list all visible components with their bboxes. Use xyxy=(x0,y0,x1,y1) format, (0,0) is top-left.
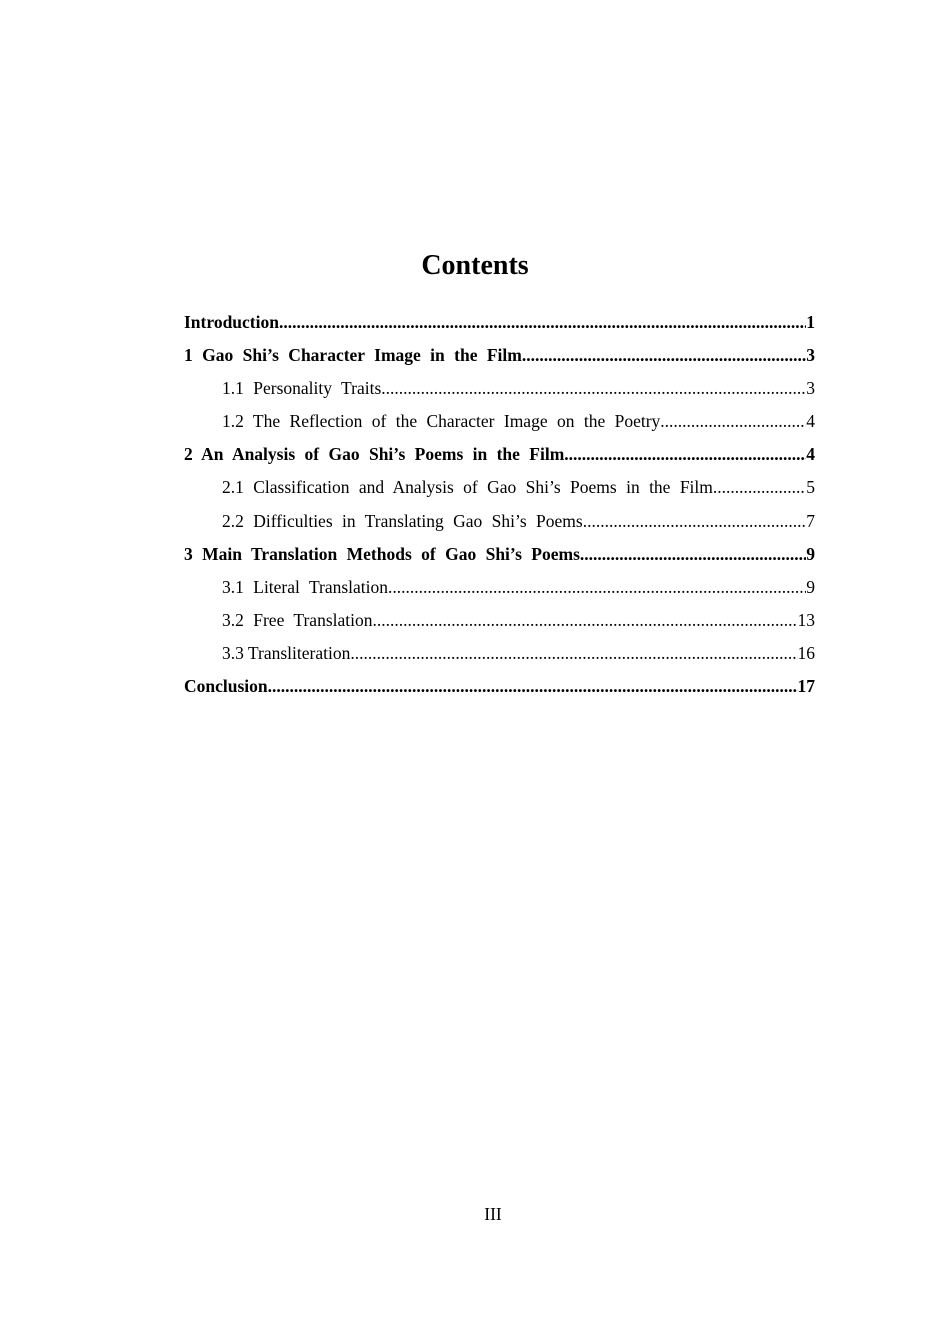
toc-entry-label: 1.2 The Reflection of the Character Image on the Poetry xyxy=(222,411,661,432)
toc-entry-chapter-2[interactable] xyxy=(184,438,815,471)
toc-entry-page: 1 xyxy=(806,312,815,332)
toc-entry-chapter-1[interactable] xyxy=(184,339,815,372)
toc-entry-label: Conclusion xyxy=(184,676,268,697)
toc-entry-page: 9 xyxy=(806,543,815,564)
page-number: III xyxy=(484,1204,502,1224)
dot-leader xyxy=(583,505,807,538)
dot-leader xyxy=(388,571,806,604)
dot-leader xyxy=(522,339,806,372)
toc-entry-label: 1 Gao Shi’s Character Image in the Film xyxy=(184,345,522,366)
page-title: Contents xyxy=(421,249,529,281)
toc-entry-label: 2 An Analysis of Gao Shi’s Poems in the Film xyxy=(184,444,565,465)
dot-leader xyxy=(713,471,806,504)
toc-entry-label: 3.1 Literal Translation xyxy=(222,576,389,597)
table-of-contents xyxy=(184,306,815,703)
dot-leader xyxy=(268,670,798,703)
toc-entry-label: 2.1 Classification and Analysis of Gao Shi’s Poems in the Film xyxy=(222,477,713,498)
dot-leader xyxy=(564,438,806,471)
toc-entry-section-3-2[interactable] xyxy=(184,604,815,637)
toc-entry-section-2-2[interactable] xyxy=(184,505,815,538)
dot-leader xyxy=(350,637,797,670)
toc-entry-label: 3 Main Translation Methods of Gao Shi’s Poems xyxy=(184,543,580,564)
toc-entry-introduction[interactable] xyxy=(184,306,815,339)
toc-entry-page: 9 xyxy=(806,576,815,597)
toc-entry-page: 4 xyxy=(806,444,815,465)
toc-entry-conclusion[interactable] xyxy=(184,670,815,703)
toc-entry-label: 2.2 Difficulties in Translating Gao Shi’s Poems xyxy=(222,510,583,531)
dot-leader xyxy=(279,306,806,339)
toc-entry-label: 1.1 Personality Traits xyxy=(222,378,382,399)
toc-entry-label: 3.2 Free Translation xyxy=(222,609,373,630)
toc-entry-label: Introduction xyxy=(184,312,279,332)
toc-entry-section-2-1[interactable] xyxy=(184,471,815,504)
toc-entry-page: 7 xyxy=(806,510,815,531)
toc-entry-page: 3 xyxy=(806,378,815,399)
toc-entry-page: 13 xyxy=(797,609,815,630)
toc-entry-page: 4 xyxy=(806,411,815,432)
dot-leader xyxy=(373,604,798,637)
dot-leader xyxy=(580,538,806,571)
toc-entry-page: 3 xyxy=(806,345,815,366)
toc-entry-page: 16 xyxy=(797,642,815,663)
dot-leader xyxy=(660,405,806,438)
toc-entry-section-1-1[interactable] xyxy=(184,372,815,405)
toc-entry-section-3-1[interactable] xyxy=(184,571,815,604)
dot-leader xyxy=(381,372,806,405)
toc-entry-label: 3.3 Transliteration xyxy=(222,642,351,663)
toc-entry-section-3-3[interactable] xyxy=(184,637,815,670)
toc-entry-section-1-2[interactable] xyxy=(184,405,815,438)
toc-entry-chapter-3[interactable] xyxy=(184,538,815,571)
toc-entry-page: 17 xyxy=(797,676,815,697)
toc-entry-page: 5 xyxy=(806,477,815,498)
